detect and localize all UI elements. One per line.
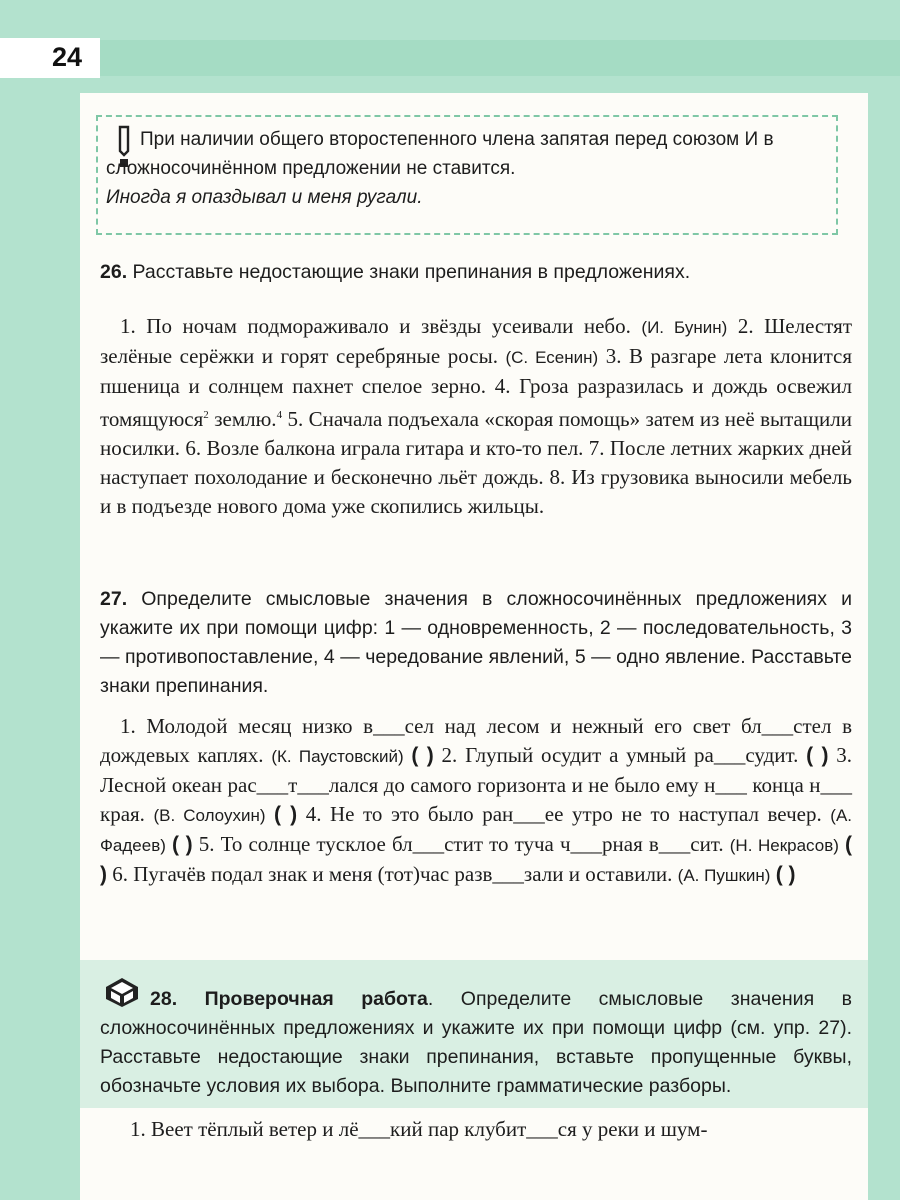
t27-p4: 4. Не то это было ран___ее утро не то наступал вечер. (305, 802, 822, 826)
task-28-sentence-1: 1. Веет тёплый ветер и лё___кий пар клубит___ся у реки и шум- (130, 1117, 708, 1141)
rule-example: Иногда я опаздывал и меня ругали. (106, 187, 423, 208)
task-27-heading (100, 585, 852, 701)
t27-p3: 3. Лесной океан рас___т___лался до самого горизонта и не было ему н___ конца н___ края. (100, 743, 853, 826)
t27-p2: 2. Глупый осудит а умный ра___судит. (441, 743, 799, 767)
task-27-sentences (100, 712, 852, 890)
t26-author-1: (И. Бунин) (641, 318, 728, 337)
t26-s3b: землю. (208, 407, 277, 431)
t27-author-5: (Н. Некрасов) (729, 836, 839, 855)
t27-answer-bracket-5[interactable]: ( ) (100, 833, 852, 886)
t27-answer-bracket-1[interactable]: ( ) (411, 744, 434, 767)
t27-p5: 5. То солнце тусклое бл___стит то туча ч___рная в___сит. (198, 832, 724, 856)
t26-sup-1: 2 (203, 409, 209, 421)
task-26-number: 26. (100, 261, 128, 283)
task-27-instruction: Определите смысловые значения в сложносочинённых предложениях и укажите их при помощи цифр: 1 — одновременность, 2 — последовательность, 3 — противопоставление, 4 — чередование явлений, 5 — одно явление. Расставьте знаки препинания. (100, 588, 852, 697)
t26-s3: 3. В разгаре лета клонится пшеница и солнцем пахнет спелое зерно. 4. Гроза разразилась и дождь освежил томящуюся (100, 344, 853, 431)
t26-s2: 2. Шелестят зелёные серёжки и горят серебряные росы. (100, 314, 852, 368)
task-26-sentences (100, 312, 852, 521)
t27-author-1: (К. Паустовский) (271, 747, 404, 766)
page-number: 24 (52, 42, 83, 72)
t27-answer-bracket-6[interactable]: ( ) (775, 863, 796, 886)
page-number-box (0, 38, 100, 78)
t27-author-6: (А. Пушкин) (677, 866, 771, 885)
t26-sup-2: 4 (276, 409, 283, 421)
task-27-number: 27. (100, 588, 128, 610)
t27-author-3: (В. Солоухин) (153, 806, 266, 825)
header-strip (100, 40, 900, 76)
t27-answer-bracket-4[interactable]: ( ) (172, 833, 193, 856)
task-28-title: 28. Проверочная работа (150, 988, 428, 1010)
task-28-heading (100, 985, 852, 1101)
task-28-instruction: . Определите смысловые значения в сложносочинённых предложениях и укажите их при помощи цифр (см. упр. 27). Расставьте недостающие знаки препинания, вставьте пропущенные буквы, обозначьте условия их выбора. Выполните грамматические разборы. (100, 988, 853, 1097)
t26-s1: 1. По ночам подмораживало и звёзды усеивали небо. (120, 314, 631, 338)
t26-s4: 5. Сначала подъехала «скорая помощь» затем из неё вытащили носилки. 6. Возле балкона играла гитара и кто-то пел. 7. После летних жарких дней наступает похолодание и бесконечно льёт дождь. 8. Из грузовика выносили мебель и в подъезде нового дома уже скопились жильцы. (100, 407, 853, 518)
t26-author-2: (С. Есенин) (505, 348, 599, 367)
t27-answer-bracket-2[interactable]: ( ) (806, 744, 829, 767)
rule-text: При наличии общего второстепенного члена запятая перед союзом И в сложносочинённом предложении не ставится. (106, 129, 774, 179)
t27-answer-bracket-3[interactable]: ( ) (274, 803, 298, 826)
t27-p1: 1. Молодой месяц низко в___сел над лесом и нежный его свет бл___стел в дождевых каплях. (100, 714, 852, 767)
task-26-instruction: Расставьте недостающие знаки препинания в предложениях. (132, 261, 691, 283)
rule-box (96, 115, 838, 235)
t27-p6: 6. Пугачёв подал знак и меня (тот)час разв___зали и оставили. (112, 862, 673, 886)
t27-author-4: (А. Фадеев) (100, 806, 853, 855)
task-26-heading (100, 258, 852, 287)
